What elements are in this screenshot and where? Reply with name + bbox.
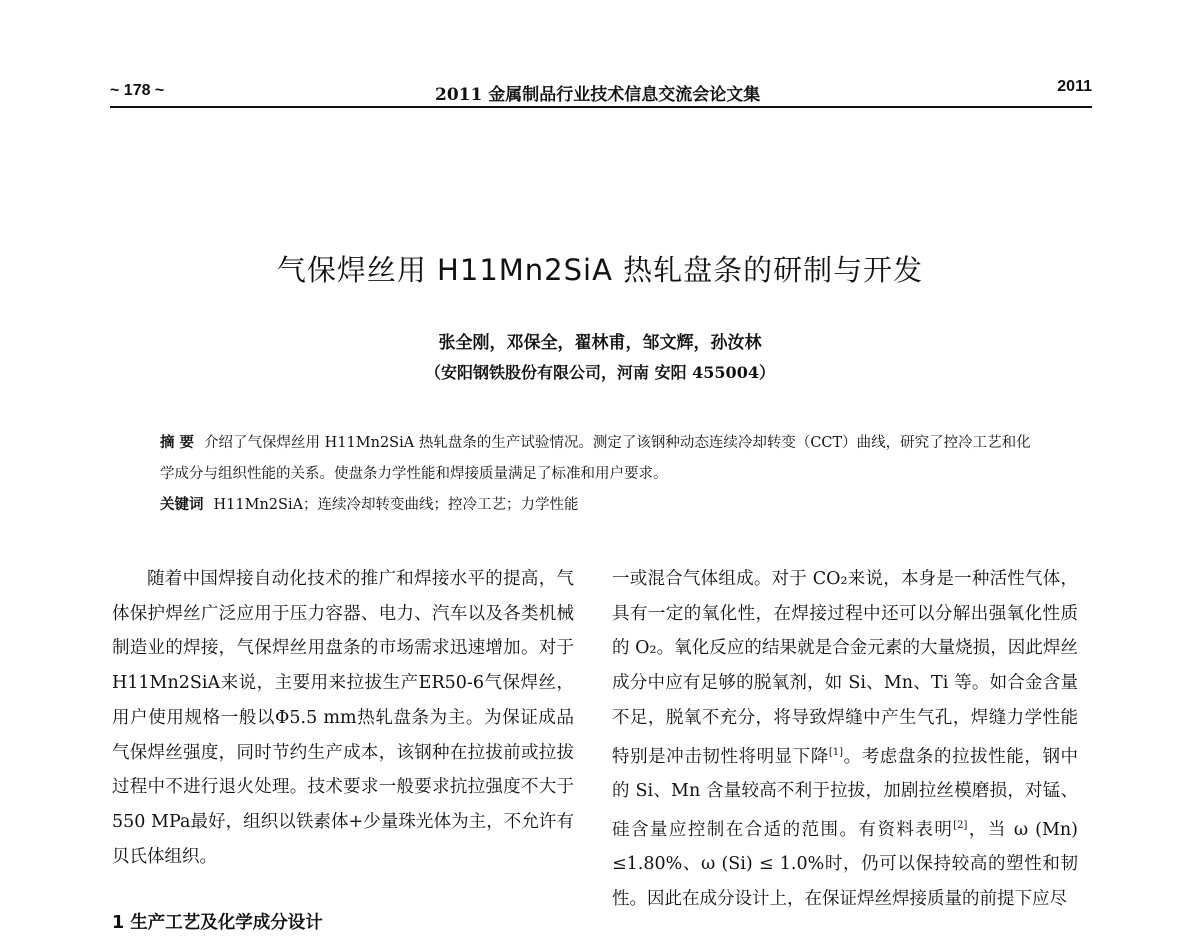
keywords-label: 关键词: [160, 497, 204, 513]
header-year: 2011: [1057, 78, 1092, 95]
reference-1: [1]: [828, 746, 844, 758]
right-text-2: 。考虑盘条的拉拔性能，钢中的 Si、Mn 含量较高不利于拉拔，加剧拉丝模磨损，对锰、硅含量应控制在合适的范围。有资料表明: [612, 746, 1079, 840]
article-authors: 张全刚，邓保全，翟林甫，邹文辉，孙汝林: [438, 333, 762, 353]
right-column: [612, 562, 1078, 917]
abstract-label: 摘 要: [160, 435, 195, 451]
keywords-paragraph: [160, 490, 1040, 521]
abstract-paragraph: [160, 428, 1040, 490]
intro-paragraph: 随着中国焊接自动化技术的推广和焊接水平的提高，气体保护焊丝广泛应用于压力容器、电力、汽车以及各类机械制造业的焊接，气保焊丝用盘条的市场需求迅速增加。对于H11Mn2SiA来说，主要用来拉拔生产ER50-6气保焊丝，用户使用规格一般以Φ5.5 mm热轧盘条为主。为保证成品气保焊丝强度，同时节约生产成本，该钢种在拉拔前或拉拔过程中不进行退火处理。技术要求一般要求抗拉强度不大于550 MPa最好，组织以铁素体+少量珠光体为主，不允许有贝氏体组织。: [112, 569, 574, 867]
journal-title: 2011 金属制品行业技术信息交流会论文集: [435, 85, 761, 105]
header-rule: [110, 106, 1092, 108]
abstract-block: [160, 428, 1040, 521]
abstract-text: 介绍了气保焊丝用 H11Mn2SiA 热轧盘条的生产试验情况。测定了该钢种动态连续冷却转变（CCT）曲线，研究了控冷工艺和化学成分与组织性能的关系。使盘条力学性能和焊接质量满足了标准和用户要求。: [160, 435, 1031, 482]
running-header: [110, 78, 1092, 104]
article-title: 气保焊丝用 H11Mn2SiA 热轧盘条的研制与开发: [276, 253, 924, 287]
keywords-text: H11Mn2SiA；连续冷却转变曲线；控冷工艺；力学性能: [213, 497, 579, 513]
section-heading: 1 生产工艺及化学成分设计: [112, 913, 323, 934]
reference-2: [2]: [953, 819, 968, 831]
right-text-3: ，当 ω (Mn) ≤1.80%、ω (Si) ≤ 1.0%时，仍可以保持较高的塑性和韧性。因此在成分设计上，在保证焊丝焊接质量的前提下应尽: [612, 819, 1078, 909]
left-column: [112, 562, 574, 941]
page-number: ~ 178 ~: [110, 82, 165, 99]
right-paragraph: [612, 562, 1078, 917]
article-affiliation: （安阳钢铁股份有限公司，河南 安阳 455004）: [425, 363, 775, 382]
right-text-1: 一或混合气体组成。对于 CO₂来说，本身是一种活性气体，具有一定的氧化性，在焊接过程中还可以分解出强氧化性质的 O₂。氧化反应的结果就是合金元素的大量烧损，因此焊丝成分中应有足够的脱氧剂，如 Si、Mn、Ti 等。如合金含量不足，脱氧不充分，将导致焊缝中产生气孔，焊缝力学性能特别是冲击韧性将明显下降: [612, 569, 1078, 767]
